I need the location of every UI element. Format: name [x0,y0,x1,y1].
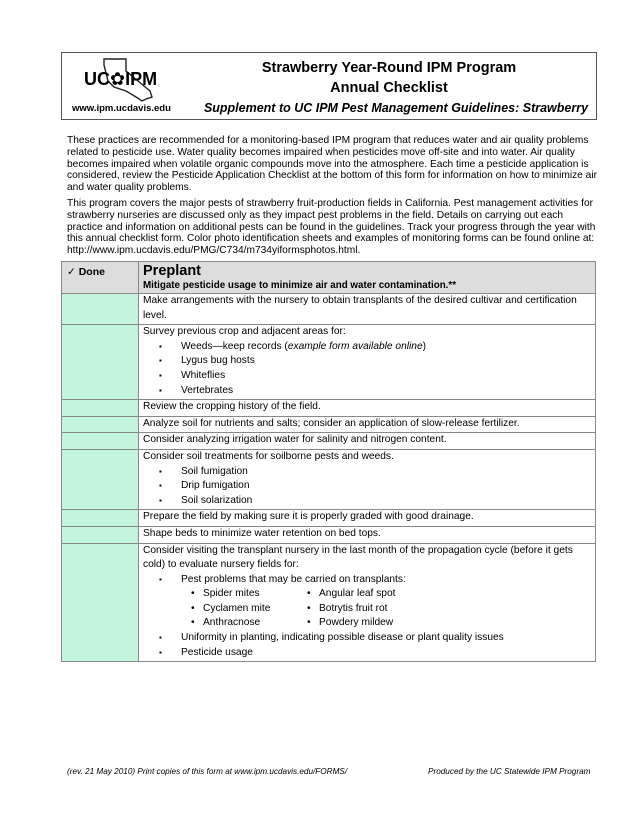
supplement-subtitle: Supplement to UC IPM Pest Management Guidelines: Strawberry [203,101,589,115]
row-text: Consider analyzing irrigation water for salinity and nitrogen content. [139,433,596,450]
list-item: ▪ Drip fumigation [143,479,591,494]
header-box [61,52,597,120]
list-item: ▪ Whiteflies [143,369,591,384]
list-item: ▪ Pest problems that may be carried on transplants: [143,573,591,588]
table-row [62,543,596,662]
table-row [62,325,596,400]
list-item: ▪ Lygus bug hosts [143,354,591,369]
page-subtitle-checklist: Annual Checklist [330,80,448,96]
pest-grid-row: • Cyclamen mite • Botrytis fruit rot [143,602,591,617]
table-row [62,510,596,527]
row-text: Review the cropping history of the field. [139,400,596,417]
list-item: ▪ Soil fumigation [143,465,591,480]
pest-grid-row: • Spider mites • Angular leaf spot [143,587,591,602]
list-item: ▪ Vertebrates [143,384,591,399]
page-title: Strawberry Year-Round IPM Program [261,60,517,76]
done-checkbox[interactable] [62,294,139,325]
done-checkbox[interactable] [62,449,139,509]
row-text: Shape beds to minimize water retention on bed tops. [139,526,596,543]
list-item: ▪ Weeds—keep records (example form available online) [143,340,591,355]
done-checkbox[interactable] [62,325,139,400]
table-row [62,400,596,417]
row-content: Consider soil treatments for soilborne pests and weeds. ▪ Soil fumigation ▪ Drip fumigation ▪ Soil solarization [139,449,596,509]
table-header-row [62,262,596,294]
row-content: Survey previous crop and adjacent areas for: ▪ Weeds—keep records (example form available online) ▪ Lygus bug hosts ▪ Whiteflies ▪ Vertebrates [139,325,596,400]
checklist-table [61,261,596,662]
footer-revision: (rev. 21 May 2010) Print copies of this form at www.ipm.ucdavis.edu/FORMS/ [67,767,348,776]
done-checkbox[interactable] [62,416,139,433]
site-url[interactable]: www.ipm.ucdavis.edu [72,103,171,114]
list-item: ▪ Pesticide usage [143,646,591,661]
section-subtitle: Mitigate pesticide usage to minimize air and water contamination.** [143,280,457,291]
section-header [139,262,596,294]
row-text: Analyze soil for nutrients and salts; consider an application of slow-release fertilizer. [139,416,596,433]
done-checkbox[interactable] [62,526,139,543]
footer-producer: Produced by the UC Statewide IPM Program [428,767,591,776]
done-checkbox[interactable] [62,543,139,662]
row-text: Make arrangements with the nursery to obtain transplants of the desired cultivar and certification level. [139,294,596,325]
done-column-header: ✓ Done [62,262,139,294]
table-row [62,294,596,325]
table-row [62,526,596,543]
row-text: Prepare the field by making sure it is properly graded with good drainage. [139,510,596,527]
list-item: ▪ Uniformity in planting, indicating possible disease or plant quality issues [143,631,591,646]
uc-ipm-logo [70,57,166,101]
intro-paragraph-1: These practices are recommended for a monitoring-based IPM program that reduces water and air quality problems related to pesticide use. Water quality becomes impaired when pesticides move off-site and into water. Air quality becomes impaired when volatile organic compounds move into the atmosphere. Each time a pesticide application is considered, review the Pesticide Application Checklist at the bottom of this form for information on how to minimize air and water quality problems. [67,135,597,194]
section-title: Preplant [143,263,202,279]
row-content: Consider visiting the transplant nursery in the last month of the propagation cycle (before it gets cold) to evaluate nursery fields for: ▪ Pest problems that may be carried on transplants: • Spider mites • Angular leaf spot • Cyclamen mite • Botrytis fruit rot • Anthracnose • Powdery mildew ▪ Uniformity in planting, indicating possible disease or plant quality issues ▪ Pesticide usage [139,543,596,662]
table-row [62,433,596,450]
done-checkbox[interactable] [62,510,139,527]
table-row [62,416,596,433]
pest-grid-row: • Anthracnose • Powdery mildew [143,616,591,631]
table-row [62,449,596,509]
done-checkbox[interactable] [62,433,139,450]
list-item: ▪ Soil solarization [143,494,591,509]
intro-paragraph-2: This program covers the major pests of strawberry fruit-production fields in California. Pest management activities for strawberry nurseries are discussed only as they impact pest problems in the field. Details on carrying out each practice and information on additional pests can be found in the guidelines. Track your progress through the year with this annual checklist form. Color photo identification sheets and examples of monitoring forms can be found online at: http://www.ipm.ucdavis.edu/PMG/C734/m734yiformsphotos.html. [67,198,596,257]
done-checkbox[interactable] [62,400,139,417]
logo-text: UC✿IPM [84,69,158,89]
